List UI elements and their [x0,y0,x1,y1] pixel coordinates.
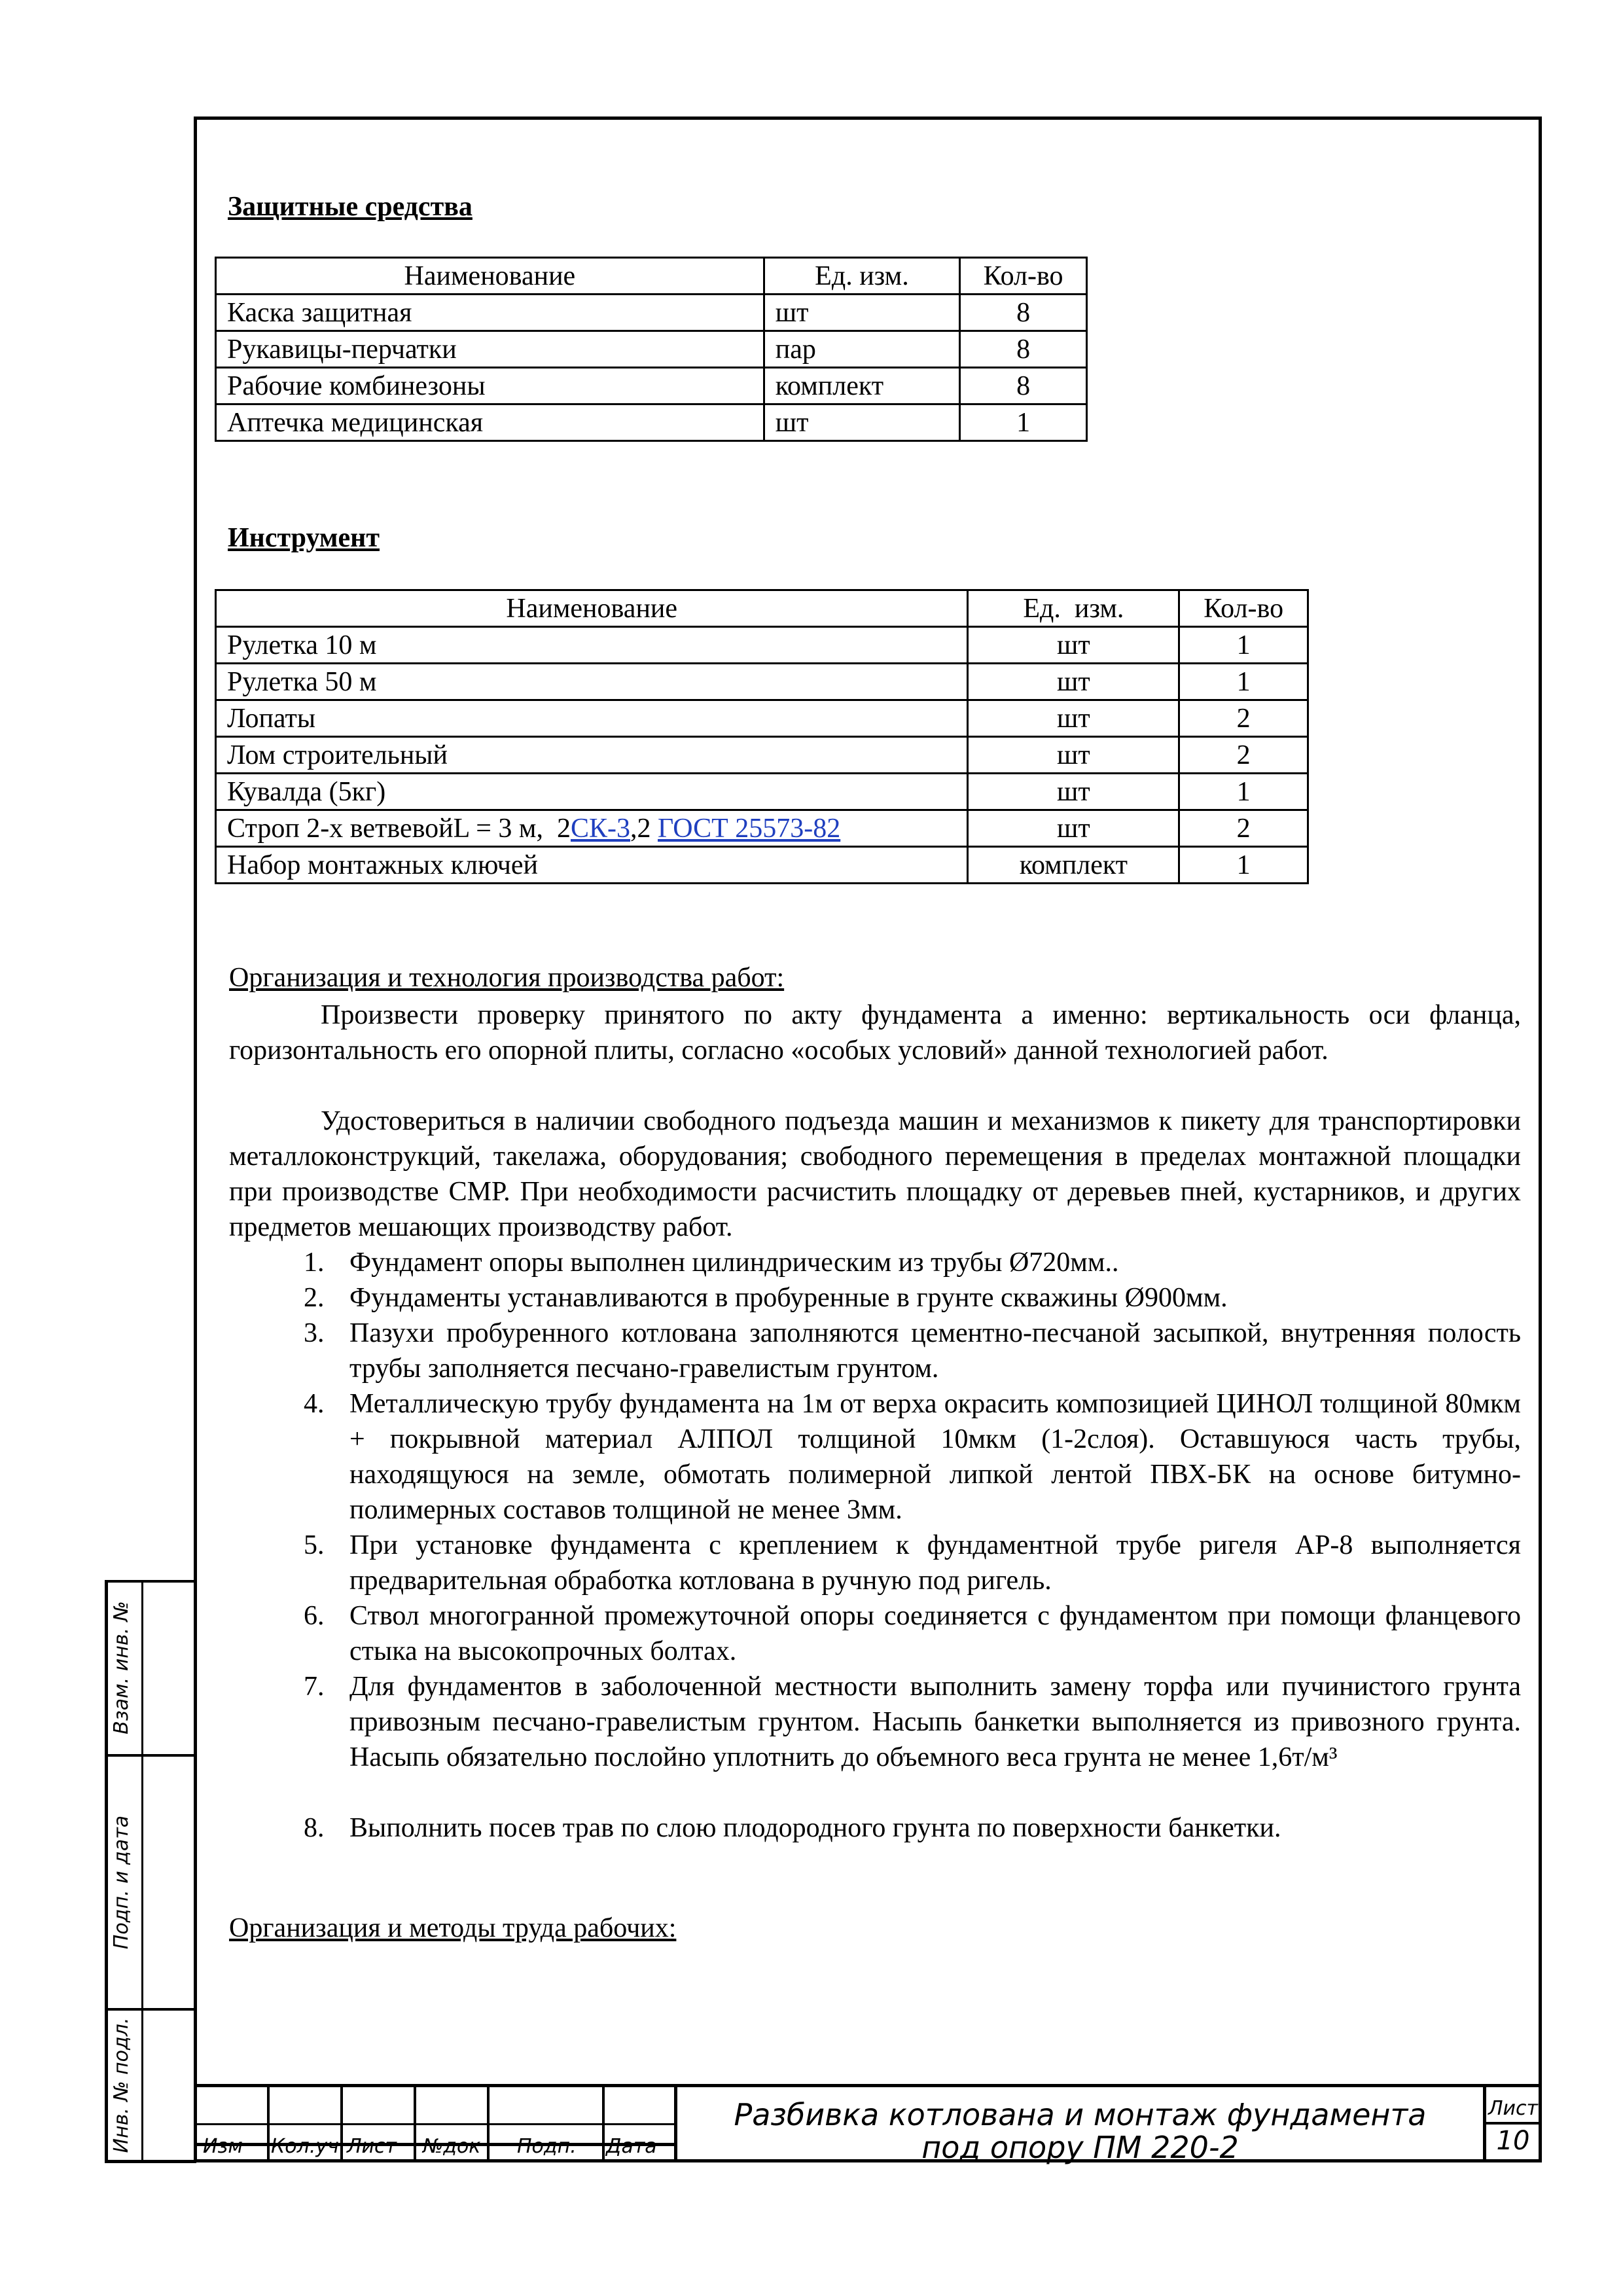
cell-name: Кувалда (5кг) [216,774,968,810]
side-stamp-row-line [105,1754,196,1757]
list-item [304,1245,1521,1280]
header-unit: Ед. изм. [968,590,1179,627]
organization-paragraph-1: Произвести проверку принятого по акту фундамента а именно: вертикальность оси фланца, горизонтальность его опорной плиты, согласно «особых условий» данной технологией работ. [229,1000,1521,1066]
side-stamp-col-line [141,1580,143,2162]
table-row [216,627,1308,664]
list-item-text: Выполнить посев трав по слою плодородного грунта по поверхности банкетки. [349,1813,1281,1843]
list-item-number: 1. [304,1247,325,1278]
cell-unit: шт [764,295,959,331]
header-qty: Кол-во [960,258,1087,295]
table-row [216,295,1087,331]
methods-title: Организация и методы труда рабочих: [229,1913,677,1943]
list-item-text: Фундаменты устанавливаются в пробуренные в грунте скважины Ø900мм. [349,1283,1228,1313]
stamp-col-izm: Изм [203,2135,243,2158]
sling-text-mid: ,2 [630,813,658,844]
organization-title: Организация и технология производства работ: [229,963,785,993]
stamp-title-line-1: Разбивка котлована и монтаж фундамента [734,2097,1427,2132]
stamp-col-ndok: №док [423,2135,481,2158]
cell-unit: шт [968,774,1179,810]
table-row [216,331,1087,368]
header-qty: Кол-во [1179,590,1308,627]
cell-qty: 2 [1179,700,1308,737]
cell-unit: шт [968,737,1179,774]
protective-title: Защитные средства [228,192,473,222]
table-header-row [216,590,1308,627]
table-header-row [216,258,1087,295]
stamp-col-line [267,2084,270,2162]
sling-text: Строп 2-х ветвевойL = 3 м, 2 [227,813,571,844]
table-row [216,404,1087,441]
stamp-col-line [414,2084,416,2162]
side-stamp-row-line [105,1580,196,1583]
header-name: Наименование [216,258,764,295]
stamp-sheet-label: Лист [1488,2097,1539,2120]
side-stamp-inv: Инв. № подл. [110,2017,133,2153]
list-item [304,1528,1521,1598]
list-item [304,1316,1521,1386]
list-item-number: 2. [304,1283,325,1313]
tools-table [215,589,1309,884]
stamp-col-list: Лист [347,2135,397,2158]
stamp-col-podp: Подп. [517,2135,577,2158]
cell-name: Каска защитная [216,295,764,331]
cell-unit: пар [764,331,959,368]
stamp-top-line [194,2084,1542,2087]
list-item [304,1386,1521,1528]
cell-qty: 1 [1179,627,1308,664]
cell-qty: 1 [1179,664,1308,700]
table-row [216,737,1308,774]
cell-qty: 2 [1179,737,1308,774]
cell-unit: шт [968,810,1179,847]
table-row [216,700,1308,737]
table-row [216,847,1308,884]
cell-name: Лопаты [216,700,968,737]
stamp-col-data: Дата [606,2135,657,2158]
tools-title: Инструмент [228,523,380,553]
cell-name: Рукавицы-перчатки [216,331,764,368]
stamp-col-line [340,2084,343,2162]
cell-qty: 8 [960,368,1087,404]
cell-qty: 1 [1179,847,1308,884]
cell-qty: 1 [960,404,1087,441]
cell-unit: комплект [764,368,959,404]
list-item [304,1280,1521,1316]
stamp-col-line [487,2084,490,2162]
side-stamp-podp: Подп. и дата [110,1815,133,1950]
cell-unit: шт [968,627,1179,664]
cell-qty: 2 [1179,810,1308,847]
table-row [216,664,1308,700]
list-item-text: Фундамент опоры выполнен цилиндрическим из трубы Ø720мм.. [349,1247,1119,1278]
cell-name: Лом строительный [216,737,968,774]
list-item-number: 7. [304,1672,325,1702]
cell-name-sling [216,810,968,847]
table-row [216,810,1308,847]
organization-paragraph-2: Удостовериться в наличии свободного подъезда машин и механизмов к пикету для транспортировки металлоконструкций, такелажа, оборудования; свободного перемещения в пределах монтажной площадки при производстве СМР. При необходимости расчистить площадку от деревьев пней, кустарников, и других предметов мешающих производству работ. [229,1106,1521,1242]
cell-qty: 8 [960,331,1087,368]
cell-name: Аптечка медицинская [216,404,764,441]
list-item-number: 6. [304,1601,325,1631]
cell-name: Рабочие комбинезоны [216,368,764,404]
cell-unit: комплект [968,847,1179,884]
stamp-sheet-line [1484,2122,1542,2125]
list-item [304,1669,1521,1775]
side-stamp-left-line [105,1580,108,2162]
cell-unit: шт [764,404,959,441]
cell-qty: 1 [1179,774,1308,810]
side-stamp-vzam: Взам. инв. № [110,1601,133,1734]
cell-unit: шт [968,664,1179,700]
stamp-col-koluch: Кол.уч [271,2135,339,2158]
stamp-sheet-number: 10 [1496,2126,1530,2156]
cell-unit: шт [968,700,1179,737]
table-row [216,368,1087,404]
list-item-text: Металлическую трубу фундамента на 1м от верха окрасить композицией ЦИНОЛ толщиной 80мкм + покрывной материал АЛПОЛ толщиной 10мкм (1-2слоя). Оставшуюся часть трубы, находящуюся на земле, обмотать полимерной липкой лентой ПВХ-БК на основе битумно-полимерных составов толщиной не менее 3мм. [349,1389,1521,1525]
stamp-title-line-2: под опору ПМ 220-2 [921,2130,1239,2165]
list-item-number: 4. [304,1389,325,1419]
table-row [216,774,1308,810]
list-item [304,1598,1521,1669]
list-item-text: Ствол многогранной промежуточной опоры соединяется с фундаментом при помощи фланцевого стыка на высокопрочных болтах. [349,1601,1521,1666]
link-sk3[interactable]: СК-3 [570,813,630,844]
list-item-text: Для фундаментов в заболоченной местности выполнить замену торфа или пучинистого грунта привозным песчано-гравелистым грунтом. Насыпь банкетки выполняется из привозного грунта. Насыпь обязательно послойно уплотнить до объемного веса грунта не менее 1,6т/м³ [349,1672,1521,1772]
list-item [304,1810,1521,1846]
link-gost[interactable]: ГОСТ 25573-82 [658,813,841,844]
list-item-number: 3. [304,1318,325,1348]
cell-name: Рулетка 50 м [216,664,968,700]
list-item-text: Пазухи пробуренного котлована заполняются цементно-песчаной засыпкой, внутренняя полость трубы заполняется песчано-гравелистым грунтом. [349,1318,1521,1384]
cell-name: Рулетка 10 м [216,627,968,664]
cell-name: Набор монтажных ключей [216,847,968,884]
list-item-text: При установке фундамента с креплением к фундаментной трубе ригеля АР-8 выполняется предварительная обработка котлована в ручную под ригель. [349,1530,1521,1596]
list-item-number: 5. [304,1530,325,1560]
list-item-number: 8. [304,1813,325,1843]
protective-table [215,257,1088,442]
header-unit: Ед. изм. [764,258,959,295]
cell-qty: 8 [960,295,1087,331]
stamp-col-line [602,2084,605,2162]
header-name: Наименование [216,590,968,627]
